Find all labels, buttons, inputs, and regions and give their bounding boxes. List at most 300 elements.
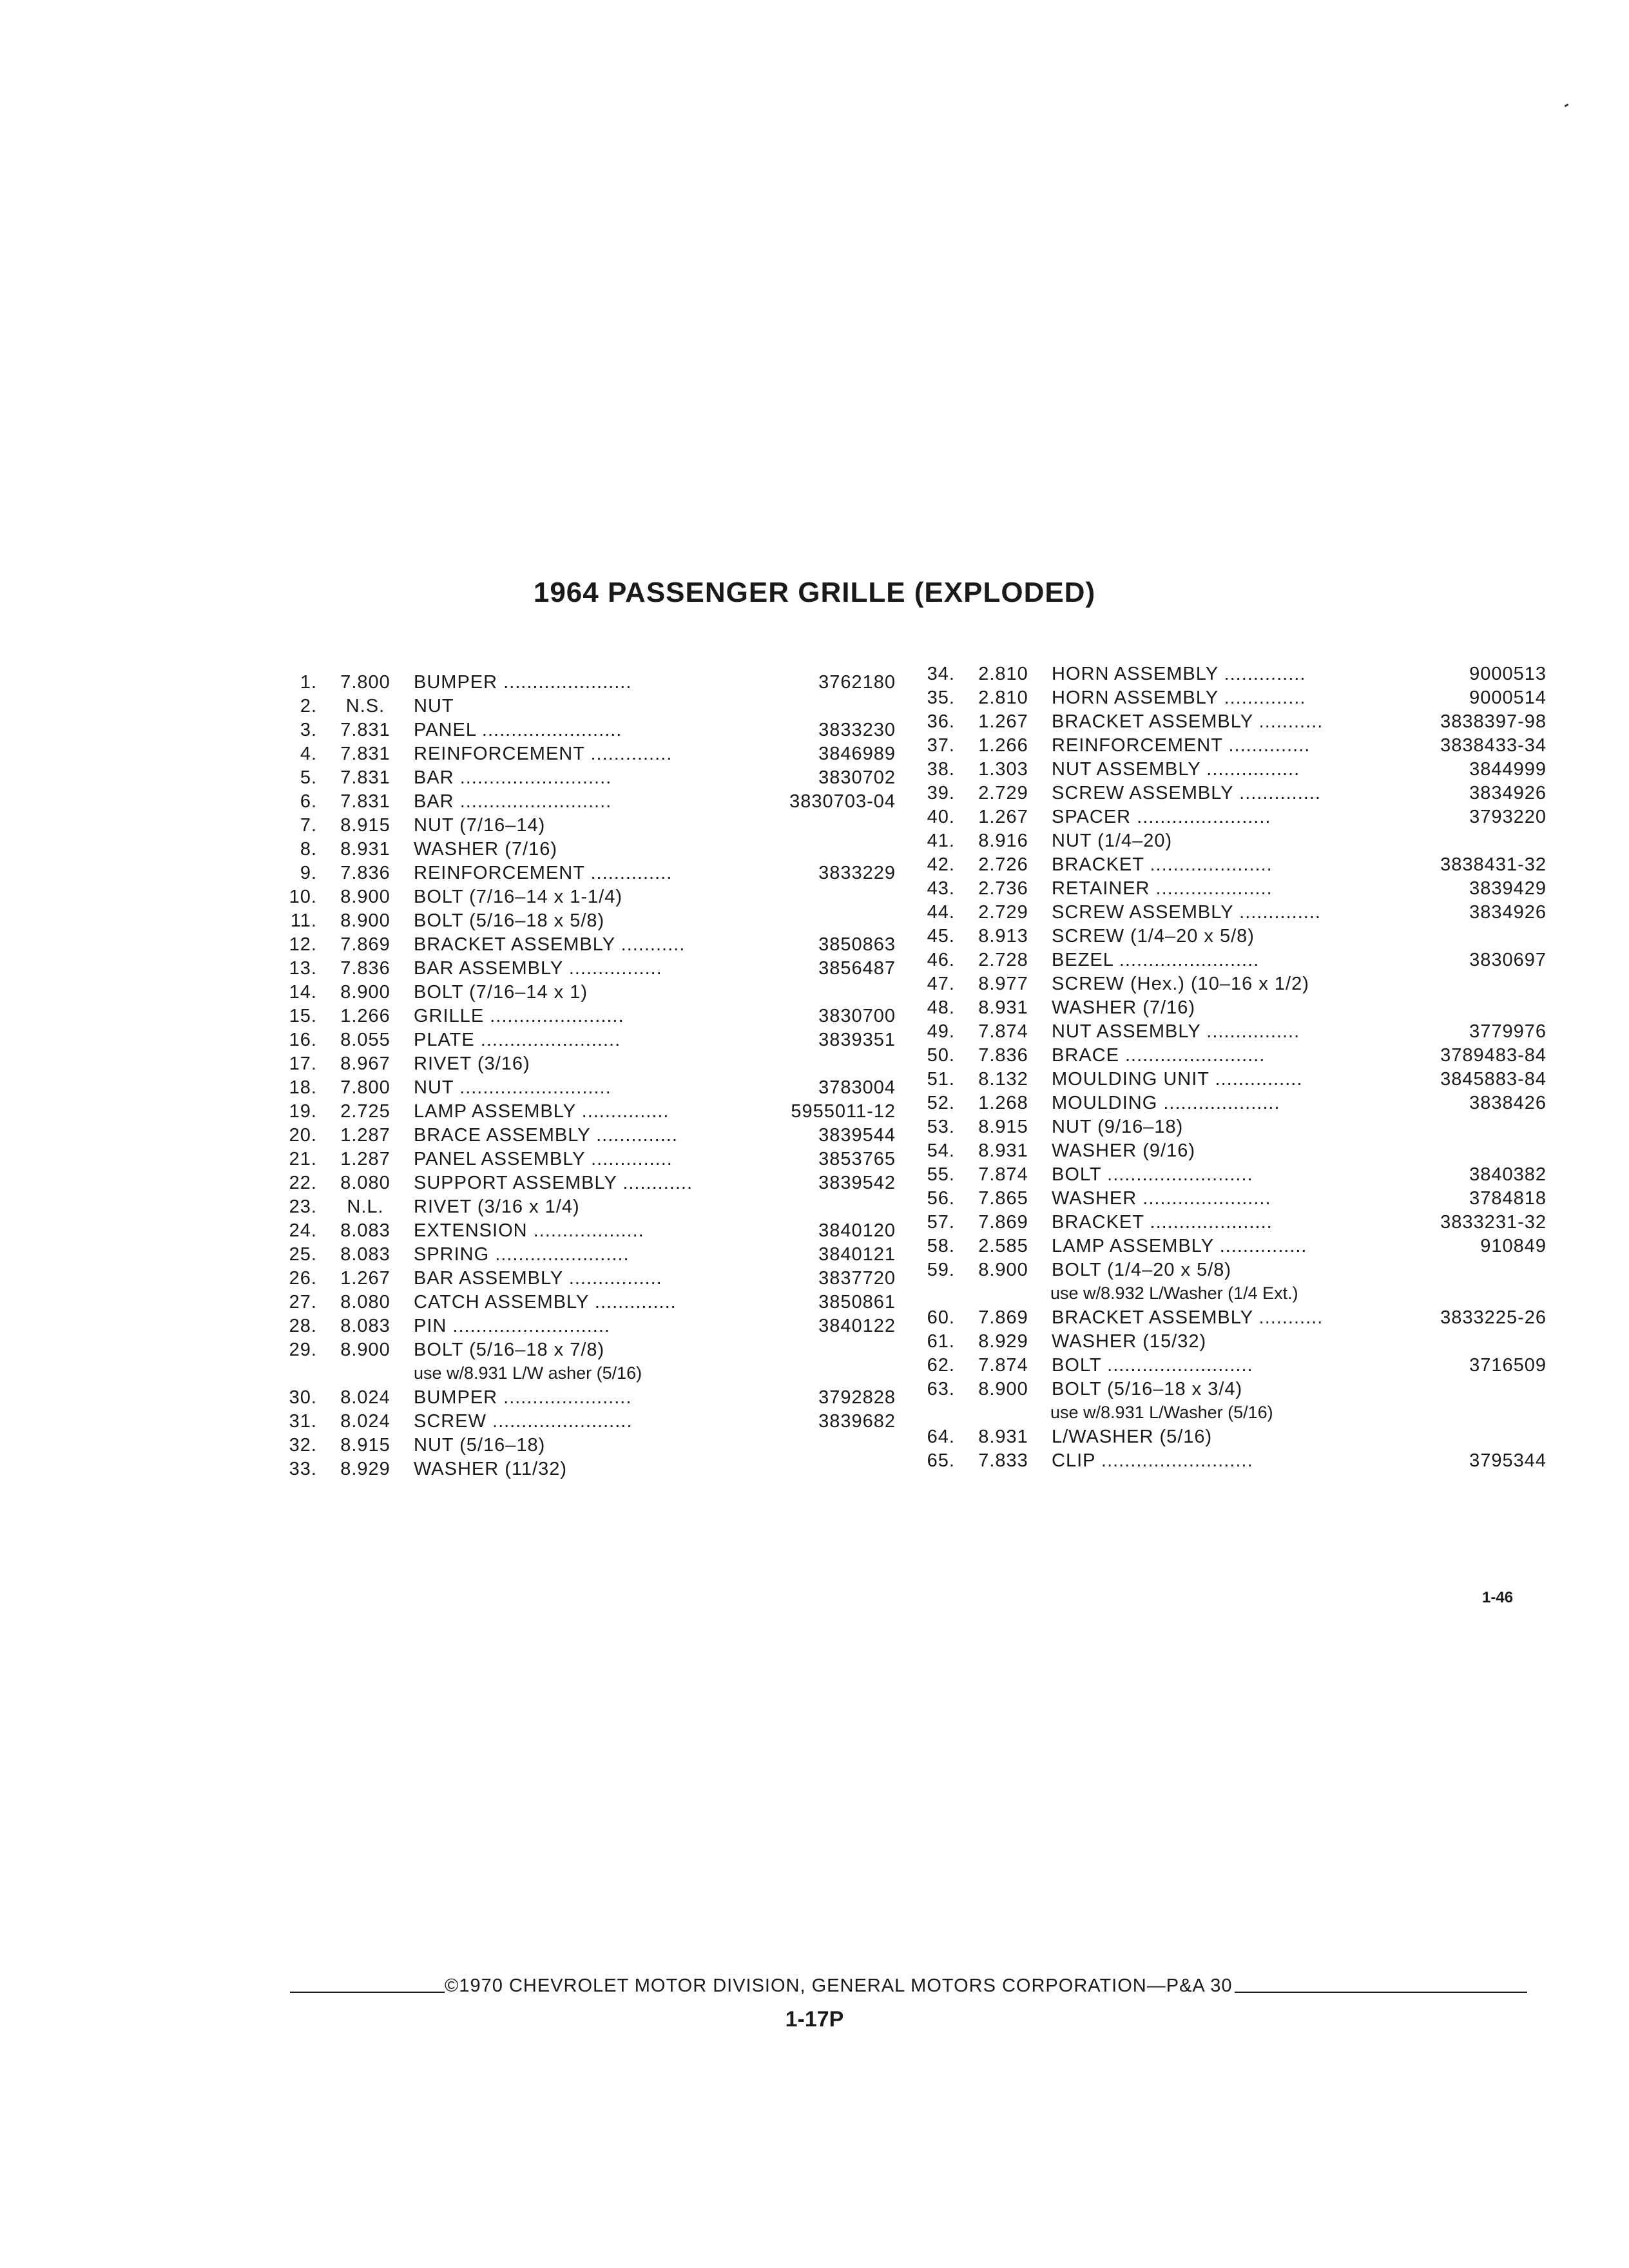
part-name-text: LAMP ASSEMBLY — [414, 1101, 576, 1122]
part-name — [414, 1316, 781, 1337]
item-number: 12. — [289, 934, 317, 955]
part-name-text: PLATE — [414, 1030, 475, 1050]
part-name-text: SCREW — [414, 1411, 487, 1432]
group-number: 8.931 — [978, 1140, 1028, 1161]
item-number: 57. — [927, 1212, 955, 1233]
parts-row — [277, 815, 896, 839]
part-name — [1052, 854, 1432, 876]
leader-dots: .................... — [1150, 878, 1273, 899]
parts-row — [915, 1093, 1547, 1117]
part-name-text: BOLT (5/16–18 x 3/4) — [1052, 1379, 1243, 1399]
part-number: 3839542 — [818, 1173, 896, 1193]
leader-dots: ........... — [1253, 711, 1324, 732]
group-number: 2.728 — [978, 950, 1028, 970]
part-name-text: BAR ASSEMBLY — [414, 958, 563, 979]
part-name-text: REINFORCEMENT — [414, 863, 585, 883]
leader-dots: ............... — [575, 1101, 670, 1122]
part-name — [1052, 1379, 1432, 1400]
item-number: 47. — [927, 974, 955, 994]
part-name — [414, 1196, 781, 1218]
group-number: 7.800 — [340, 1077, 390, 1098]
item-number: 25. — [289, 1244, 317, 1265]
parts-row — [915, 1427, 1547, 1450]
parts-row — [915, 759, 1547, 783]
group-number: 8.929 — [978, 1331, 1028, 1352]
item-number: 54. — [927, 1140, 955, 1161]
parts-row — [915, 997, 1547, 1021]
part-number: 3853765 — [818, 1149, 896, 1169]
item-number: 62. — [927, 1355, 955, 1376]
parts-row — [915, 1212, 1547, 1236]
part-name — [414, 1387, 781, 1408]
part-name-text: PANEL ASSEMBLY — [414, 1149, 585, 1169]
item-number: 30. — [289, 1387, 317, 1408]
part-number: 3833225-26 — [1440, 1307, 1547, 1328]
part-number: 9000514 — [1469, 687, 1547, 708]
part-name — [1052, 664, 1432, 685]
footer-rule-left — [290, 1992, 445, 1993]
group-number: 7.831 — [340, 767, 390, 788]
part-name-text: BRACE — [1052, 1045, 1119, 1066]
part-name-text: BUMPER — [414, 672, 498, 693]
parts-row — [277, 910, 896, 934]
part-name-text: L/WASHER (5/16) — [1052, 1427, 1213, 1447]
part-name — [1052, 950, 1432, 971]
parts-row — [915, 926, 1547, 950]
part-name — [1052, 926, 1432, 947]
part-name — [1052, 807, 1432, 828]
leader-dots: ........................... — [447, 1316, 610, 1336]
part-number: 3839544 — [818, 1125, 896, 1146]
group-number: 2.725 — [340, 1101, 390, 1122]
parts-row — [277, 696, 896, 720]
part-name-text: BOLT (5/16–18 x 5/8) — [414, 910, 605, 931]
leader-dots: ........................ — [1113, 950, 1260, 970]
part-name — [1052, 687, 1432, 709]
leader-dots: .............. — [588, 1292, 677, 1312]
parts-row — [277, 1387, 896, 1411]
part-name-text: BAR — [414, 767, 454, 788]
group-number: 7.836 — [978, 1045, 1028, 1066]
item-number: 34. — [927, 664, 955, 684]
part-name-text: CLIP — [1052, 1450, 1095, 1471]
parts-row — [277, 1030, 896, 1053]
item-number: 59. — [927, 1260, 955, 1280]
group-number: 8.055 — [340, 1030, 390, 1050]
part-name — [414, 1220, 781, 1242]
group-number: 8.900 — [340, 1340, 390, 1360]
leader-dots: .............. — [584, 863, 673, 883]
usage-note: use w/8.932 L/Washer (1/4 Ext.) — [1050, 1283, 1298, 1303]
item-number: 15. — [289, 1006, 317, 1026]
item-number: 20. — [289, 1125, 317, 1146]
group-number: 2.736 — [978, 878, 1028, 899]
group-number: 8.080 — [340, 1292, 390, 1312]
part-number: 3830702 — [818, 767, 896, 788]
part-name — [1052, 1450, 1432, 1472]
part-name — [1052, 1427, 1432, 1448]
item-number: 63. — [927, 1379, 955, 1399]
part-name — [414, 1435, 781, 1456]
parts-row — [277, 1459, 896, 1483]
group-number: 7.874 — [978, 1164, 1028, 1185]
group-number: 8.915 — [340, 815, 390, 836]
group-number: 7.831 — [340, 744, 390, 764]
group-number: 8.083 — [340, 1316, 390, 1336]
group-number: 1.268 — [978, 1093, 1028, 1113]
part-number: 3846989 — [818, 744, 896, 764]
part-name — [1052, 1260, 1432, 1281]
part-number: 3762180 — [818, 672, 896, 693]
item-number: 61. — [927, 1331, 955, 1352]
part-name-text: NUT ASSEMBLY — [1052, 1021, 1201, 1042]
parts-row — [915, 974, 1547, 997]
leader-dots: ................ — [563, 958, 662, 979]
part-name-text: BRACKET — [1052, 1212, 1144, 1233]
group-number: 8.915 — [340, 1435, 390, 1456]
leader-dots: ........................ — [474, 1030, 621, 1050]
item-number: 38. — [927, 759, 955, 780]
part-name-text: BOLT (5/16–18 x 7/8) — [414, 1340, 605, 1360]
part-name-text: WASHER (9/16) — [1052, 1140, 1196, 1161]
parts-row — [277, 1006, 896, 1030]
group-number: 8.913 — [978, 926, 1028, 947]
part-name — [414, 910, 781, 932]
part-name — [1052, 878, 1432, 899]
group-number: 8.900 — [978, 1260, 1028, 1280]
item-number: 6. — [300, 791, 317, 812]
parts-row — [277, 1292, 896, 1316]
part-number: 3833229 — [818, 863, 896, 883]
item-number: 43. — [927, 878, 955, 899]
parts-row — [277, 1173, 896, 1196]
part-number: 3833231-32 — [1440, 1212, 1547, 1233]
part-name — [414, 1053, 781, 1075]
item-number: 32. — [289, 1435, 317, 1456]
group-number: 7.831 — [340, 791, 390, 812]
parts-row — [915, 735, 1547, 759]
part-name — [414, 1030, 781, 1051]
parts-row — [915, 1021, 1547, 1045]
parts-row — [277, 1077, 896, 1101]
part-name — [414, 1411, 781, 1432]
part-number: 3833230 — [818, 720, 896, 740]
part-number: 3837720 — [818, 1268, 896, 1289]
part-name-text: BRACKET ASSEMBLY — [1052, 711, 1253, 732]
item-number: 28. — [289, 1316, 317, 1336]
leader-dots: ................ — [1200, 1021, 1300, 1042]
part-name-text: WASHER (11/32) — [414, 1459, 567, 1479]
part-name-text: HORN ASSEMBLY — [1052, 664, 1219, 684]
part-name — [414, 1268, 781, 1289]
group-number: 1.303 — [978, 759, 1028, 780]
parts-row — [915, 807, 1547, 831]
parts-row — [915, 687, 1547, 711]
part-number: 3783004 — [818, 1077, 896, 1098]
part-name-text: MOULDING UNIT — [1052, 1069, 1210, 1090]
item-number: 53. — [927, 1117, 955, 1137]
part-name — [1052, 997, 1432, 1019]
part-name — [414, 672, 781, 693]
part-name — [414, 1101, 781, 1122]
leader-dots: ............... — [1213, 1236, 1307, 1256]
item-number: 24. — [289, 1220, 317, 1241]
leader-dots: .......................... — [1095, 1450, 1253, 1471]
usage-note: use w/8.931 L/W asher (5/16) — [414, 1363, 642, 1383]
leader-dots: ........... — [615, 934, 686, 955]
part-number: 3795344 — [1469, 1450, 1547, 1471]
part-number: 3838431-32 — [1440, 854, 1547, 875]
item-number: 36. — [927, 711, 955, 732]
group-number: 1.267 — [978, 711, 1028, 732]
part-name — [1052, 1331, 1432, 1352]
group-number: 8.080 — [340, 1173, 390, 1193]
parts-row — [915, 1164, 1547, 1188]
item-number: 10. — [289, 887, 317, 907]
group-number: 1.266 — [340, 1006, 390, 1026]
group-number: 2.585 — [978, 1236, 1028, 1256]
page-title: 1964 PASSENGER GRILLE (EXPLODED) — [533, 577, 1096, 608]
parts-row — [915, 664, 1547, 687]
part-name-text: BEZEL — [1052, 950, 1113, 970]
parts-row — [915, 1379, 1547, 1403]
part-number: 3716509 — [1469, 1355, 1547, 1376]
item-number: 3. — [300, 720, 317, 740]
group-number: 8.967 — [340, 1053, 390, 1074]
leader-dots: ................... — [527, 1220, 644, 1241]
part-name-text: WASHER (7/16) — [414, 839, 558, 860]
item-number: 42. — [927, 854, 955, 875]
group-number: 1.267 — [340, 1268, 390, 1289]
leader-dots: .......................... — [454, 1077, 612, 1098]
part-name-text: NUT — [414, 1077, 454, 1098]
item-number: 5. — [300, 767, 317, 788]
leader-dots: .................... — [1157, 1093, 1280, 1113]
leader-dots: ....................... — [1131, 807, 1271, 827]
parts-row — [277, 887, 896, 910]
item-number: 51. — [927, 1069, 955, 1090]
part-number: 3792828 — [818, 1387, 896, 1408]
parts-row — [915, 950, 1547, 974]
part-name — [1052, 1236, 1432, 1257]
part-name-text: SCREW ASSEMBLY — [1052, 783, 1234, 803]
item-number: 56. — [927, 1188, 955, 1209]
usage-note: use w/8.931 L/Washer (5/16) — [1050, 1403, 1273, 1422]
part-number: 3830700 — [818, 1006, 896, 1026]
parts-row — [915, 1307, 1547, 1331]
part-name-text: NUT (9/16–18) — [1052, 1117, 1184, 1137]
part-name-text: REINFORCEMENT — [414, 744, 585, 764]
group-number: 2.810 — [978, 664, 1028, 684]
item-number: 1. — [300, 672, 317, 693]
item-number: 31. — [289, 1411, 317, 1432]
group-number: 7.874 — [978, 1355, 1028, 1376]
part-name — [1052, 711, 1432, 733]
part-name-text: NUT ASSEMBLY — [1052, 759, 1201, 780]
part-name — [414, 958, 781, 979]
leader-dots: ........................ — [476, 720, 622, 740]
part-name — [1052, 1117, 1432, 1138]
item-number: 27. — [289, 1292, 317, 1312]
part-name-text: SCREW (1/4–20 x 5/8) — [1052, 926, 1255, 947]
item-number: 65. — [927, 1450, 955, 1471]
leader-dots: ..................... — [1144, 1212, 1273, 1233]
part-name-text: WASHER (7/16) — [1052, 997, 1196, 1018]
group-number: 8.931 — [340, 839, 390, 860]
parts-row — [277, 1053, 896, 1077]
footer-rule-right — [1235, 1992, 1527, 1993]
part-name-text: NUT (1/4–20) — [1052, 831, 1173, 851]
parts-row — [915, 1355, 1547, 1379]
leader-dots: .............. — [1233, 902, 1321, 923]
part-name-text: BOLT — [1052, 1164, 1102, 1185]
item-number: 14. — [289, 982, 317, 1003]
group-number: 1.267 — [978, 807, 1028, 827]
leader-dots: ....................... — [484, 1006, 624, 1026]
part-number: 3789483-84 — [1440, 1045, 1547, 1066]
parts-row — [915, 1117, 1547, 1140]
item-number: 41. — [927, 831, 955, 851]
part-name-text: WASHER (15/32) — [1052, 1331, 1207, 1352]
part-name — [1052, 783, 1432, 804]
group-number: 7.800 — [340, 672, 390, 693]
group-number: 1.266 — [978, 735, 1028, 756]
parts-row — [915, 831, 1547, 854]
part-name — [414, 1149, 781, 1170]
group-number: N.S. — [345, 696, 385, 716]
parts-row — [277, 863, 896, 887]
group-number: 7.865 — [978, 1188, 1028, 1209]
leader-dots: .............. — [1218, 687, 1306, 708]
group-number: 7.833 — [978, 1450, 1028, 1471]
parts-row — [277, 1101, 896, 1125]
part-number: 3834926 — [1469, 783, 1547, 803]
parts-row — [915, 878, 1547, 902]
group-number: 8.900 — [978, 1379, 1028, 1399]
part-number: 3839682 — [818, 1411, 896, 1432]
copyright-text: ©1970 CHEVROLET MOTOR DIVISION, GENERAL MOTORS CORPORATION—P&A 30 — [445, 1975, 1233, 1996]
item-number: 46. — [927, 950, 955, 970]
part-name-text: SCREW (Hex.) (10–16 x 1/2) — [1052, 974, 1309, 994]
copyright-footer — [290, 1975, 1527, 1997]
group-number: 8.900 — [340, 887, 390, 907]
item-number: 4. — [300, 744, 317, 764]
parts-row — [277, 672, 896, 696]
parts-row — [277, 982, 896, 1006]
parts-row — [277, 1268, 896, 1292]
parts-row — [915, 1188, 1547, 1212]
part-number: 3840122 — [818, 1316, 896, 1336]
part-number: 3779976 — [1469, 1021, 1547, 1042]
leader-dots: ......................... — [1101, 1164, 1253, 1185]
item-number: 9. — [300, 863, 317, 883]
section-page-id: 1-46 — [1482, 1589, 1514, 1606]
parts-row — [277, 1244, 896, 1268]
group-number: 7.831 — [340, 720, 390, 740]
part-name-text: MOULDING — [1052, 1093, 1158, 1113]
leader-dots: ................ — [1200, 759, 1300, 780]
part-name — [414, 1244, 781, 1265]
group-number: 7.869 — [978, 1307, 1028, 1328]
part-name — [1052, 735, 1432, 756]
item-number: 26. — [289, 1268, 317, 1289]
group-number: 2.726 — [978, 854, 1028, 875]
group-number: 1.287 — [340, 1125, 390, 1146]
part-number: 3830703-04 — [789, 791, 896, 812]
part-name — [414, 1125, 781, 1146]
leader-dots: ......................... — [1101, 1355, 1253, 1376]
item-number: 33. — [289, 1459, 317, 1479]
part-number: 3838397-98 — [1440, 711, 1547, 732]
item-number: 11. — [290, 910, 317, 931]
part-name — [414, 887, 781, 908]
part-name — [414, 696, 781, 717]
part-name — [1052, 902, 1432, 923]
parts-row — [915, 711, 1547, 735]
part-name-text: GRILLE — [414, 1006, 485, 1026]
part-name-text: BAR ASSEMBLY — [414, 1268, 563, 1289]
part-number: 3840121 — [818, 1244, 896, 1265]
item-number: 45. — [927, 926, 955, 947]
group-number: 8.900 — [340, 910, 390, 931]
group-number: 2.729 — [978, 902, 1028, 923]
parts-row — [915, 1260, 1547, 1283]
item-number: 18. — [289, 1077, 317, 1098]
part-name — [1052, 1355, 1432, 1376]
part-name-text: HORN ASSEMBLY — [1052, 687, 1219, 708]
part-name-text: BRACKET ASSEMBLY — [414, 934, 615, 955]
parts-row — [277, 839, 896, 863]
leader-dots: ...................... — [497, 672, 632, 693]
part-name — [414, 839, 781, 860]
part-number: 3838433-34 — [1440, 735, 1547, 756]
part-name — [414, 1006, 781, 1027]
part-name — [414, 863, 781, 884]
parts-row — [277, 791, 896, 815]
item-number: 48. — [927, 997, 955, 1018]
part-name — [414, 1292, 781, 1313]
part-name-text: PIN — [414, 1316, 447, 1336]
group-number: 8.024 — [340, 1411, 390, 1432]
parts-row — [277, 1340, 896, 1363]
group-number: 7.874 — [978, 1021, 1028, 1042]
item-number: 39. — [927, 783, 955, 803]
stray-mark — [1565, 104, 1569, 108]
part-name — [1052, 1307, 1432, 1329]
item-number: 7. — [300, 815, 317, 836]
parts-row — [277, 934, 896, 958]
part-name — [1052, 831, 1432, 852]
part-number: 9000513 — [1469, 664, 1547, 684]
part-number: 3856487 — [818, 958, 896, 979]
part-name-text: SUPPORT ASSEMBLY — [414, 1173, 617, 1193]
item-number: 29. — [289, 1340, 317, 1360]
part-number: 3839429 — [1469, 878, 1547, 899]
item-number: 2. — [300, 696, 317, 716]
item-number: 52. — [927, 1093, 955, 1113]
leader-dots: ........................ — [486, 1411, 633, 1432]
item-number: 50. — [927, 1045, 955, 1066]
part-number: 910849 — [1480, 1236, 1547, 1256]
leader-dots: ........... — [1253, 1307, 1324, 1328]
leader-dots: ................ — [563, 1268, 662, 1289]
part-number: 3793220 — [1469, 807, 1547, 827]
part-name-text: BRACKET — [1052, 854, 1144, 875]
part-name — [1052, 1164, 1432, 1186]
part-name-text: NUT (7/16–14) — [414, 815, 546, 836]
part-name — [1052, 1188, 1432, 1209]
group-number: 8.916 — [978, 831, 1028, 851]
